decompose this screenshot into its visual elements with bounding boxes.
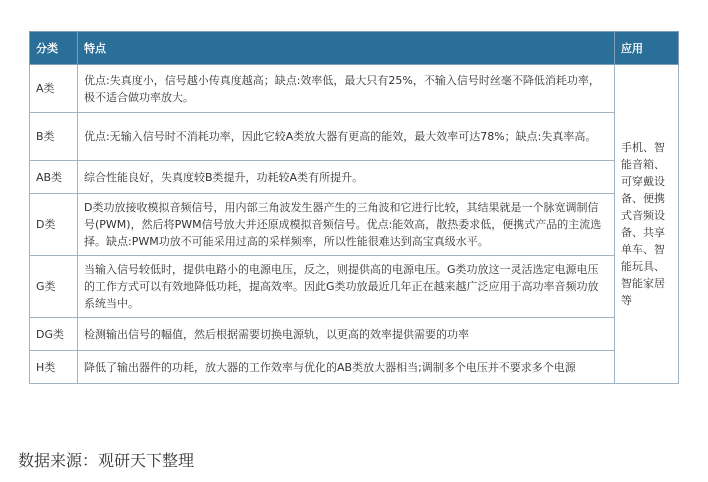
row-category: H类	[30, 351, 78, 384]
row-category: D类	[30, 194, 78, 256]
row-features: 检测输出信号的幅值，然后根据需要切换电源轨，以更高的效率提供需要的功率	[78, 318, 615, 351]
table-row	[30, 194, 679, 256]
data-source-note: 数据来源：观研天下整理	[18, 451, 195, 470]
row-category: A类	[30, 65, 78, 113]
row-features: 优点:无输入信号时不消耗功率，因此它较A类放大器有更高的能效，最大效率可达78%；缺点:失真率高。	[78, 113, 615, 161]
table-row	[30, 318, 679, 351]
row-features: 优点:失真度小，信号越小传真度越高；缺点:效率低，最大只有25%，不输入信号时丝毫不降低消耗功率，极不适合做功率放大。	[78, 65, 615, 113]
header-category: 分类	[30, 32, 78, 65]
row-features: 综合性能良好，失真度较B类提升，功耗较A类有所提升。	[78, 161, 615, 194]
amplifier-class-table	[29, 31, 679, 384]
row-category: DG类	[30, 318, 78, 351]
row-features: 当输入信号较低时，提供电路小的电源电压，反之，则提供高的电源电压。G类功放这一灵活选定电源电压的工作方式可以有效地降低功耗，提高效率。因此G类功放最近几年正在越来越广泛应用于高功率音频功放系统当中。	[78, 256, 615, 318]
table-row	[30, 65, 679, 113]
row-features: 降低了输出器件的功耗，放大器的工作效率与优化的AB类放大器相当;调制多个电压并不要求多个电源	[78, 351, 615, 384]
table-row	[30, 256, 679, 318]
header-application: 应用	[615, 32, 679, 65]
application-cell: 手机、智能音箱、可穿戴设备、便携式音频设备、共享单车、智能玩具、智能家居等	[615, 65, 679, 384]
row-category: G类	[30, 256, 78, 318]
header-features: 特点	[78, 32, 615, 65]
table-row	[30, 161, 679, 194]
table-header-row	[30, 32, 679, 65]
row-category: B类	[30, 113, 78, 161]
row-category: AB类	[30, 161, 78, 194]
table-row	[30, 113, 679, 161]
row-features: D类功放接收模拟音频信号，用内部三角波发生器产生的三角波和它进行比较，其结果就是一个脉宽调制信号(PWM)，然后将PWM信号放大并还原成模拟音频信号。优点:能效高，散热委求低，便携式产品的主流选择。缺点:PWM功放不可能采用过高的采样频率，所以性能很难达到高宝真级水平。	[78, 194, 615, 256]
table-row	[30, 351, 679, 384]
